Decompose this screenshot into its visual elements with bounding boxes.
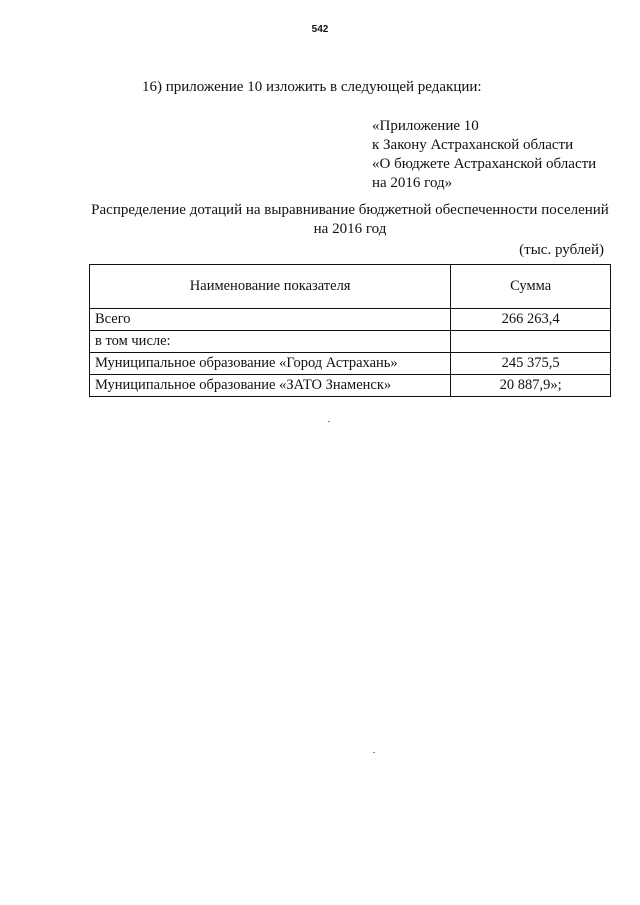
appendix-reference-line: к Закону Астраханской области <box>372 137 574 153</box>
table-row <box>90 309 611 331</box>
table-header-row <box>90 265 611 309</box>
page-number: 542 <box>311 24 329 35</box>
row-name-cell: в том числе: <box>90 331 451 353</box>
column-header-name: Наименование показателя <box>90 265 451 309</box>
row-sum-cell: 20 887,9»; <box>451 375 611 397</box>
table-row <box>90 353 611 375</box>
row-name-cell: Муниципальное образование «Город Астрахань» <box>90 353 451 375</box>
appendix-reference <box>372 117 596 193</box>
column-header-sum: Сумма <box>451 265 611 309</box>
amendment-item-text: 16) приложение 10 изложить в следующей редакции: <box>142 79 482 95</box>
scan-speck <box>328 421 330 422</box>
row-sum-cell <box>451 331 611 353</box>
appendix-reference-line: «О бюджете Астраханской области <box>372 156 597 172</box>
appendix-reference-line: «Приложение 10 <box>372 118 479 134</box>
row-sum-cell: 266 263,4 <box>451 309 611 331</box>
row-sum-cell: 245 375,5 <box>451 353 611 375</box>
scan-speck <box>373 752 375 753</box>
table-row <box>90 331 611 353</box>
table-row <box>90 375 611 397</box>
appendix-reference-line: на 2016 год» <box>372 175 453 191</box>
row-name-cell: Всего <box>90 309 451 331</box>
row-name-cell: Муниципальное образование «ЗАТО Знаменск» <box>90 375 451 397</box>
units-label: (тыс. рублей) <box>519 242 604 258</box>
table-title: Распределение дотаций на выравнивание бюджетной обеспеченности поселений на 2016 год <box>91 202 609 237</box>
subsidy-distribution-table <box>89 264 611 397</box>
